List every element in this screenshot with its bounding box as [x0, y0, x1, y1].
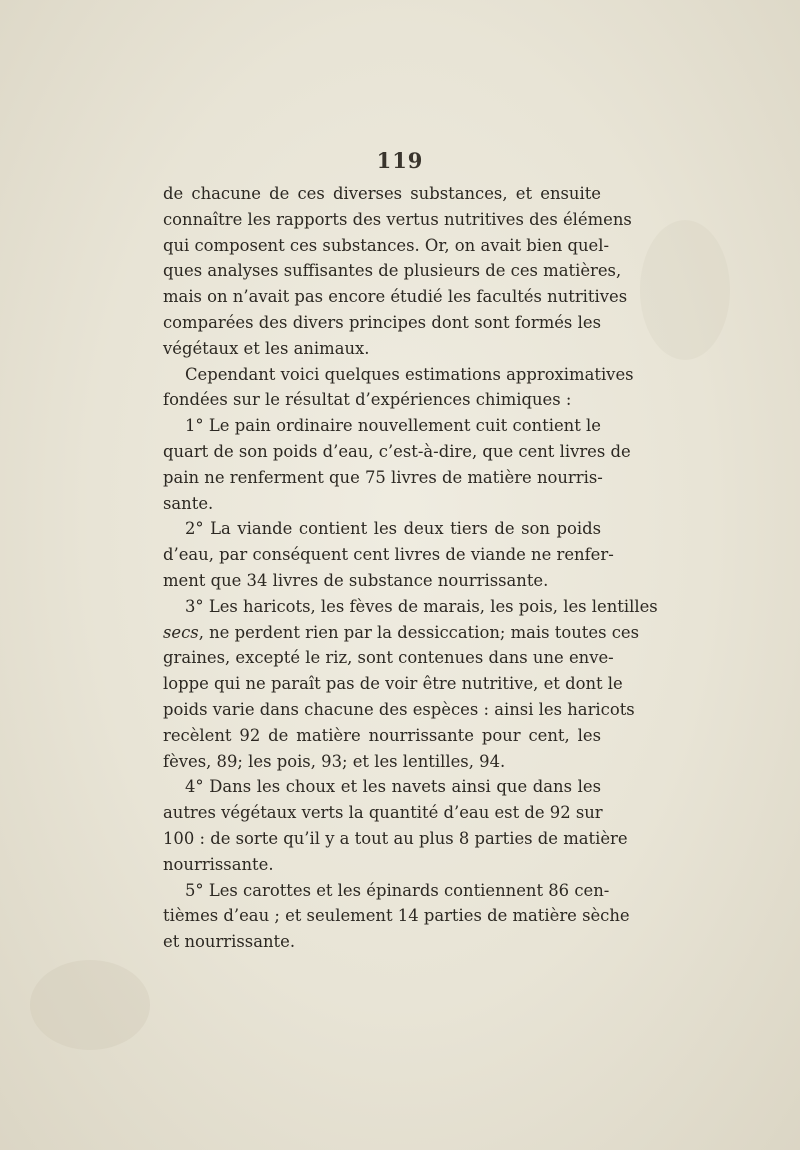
text-line: ques analyses suffisantes de plusieurs de ces matières, [163, 261, 622, 281]
text-line: sante. [163, 493, 214, 513]
text-line: quart de son poids d’eau, c’est-à-dire, que cent livres de [163, 441, 631, 461]
text-line: nourrissante. [163, 854, 274, 874]
text-line: 1° Le pain ordinaire nouvellement cuit contient le [185, 416, 601, 436]
text-line: mais on n’avait pas encore étudié les facultés nutritives [163, 287, 628, 307]
text-line: poids varie dans chacune des espèces : ainsi les haricots [163, 699, 635, 719]
text-line: Cependant voici quelques estimations approximatives [185, 364, 634, 384]
text-line: connaître les rapports des vertus nutritives des élémens [163, 209, 632, 229]
body-text [163, 181, 658, 955]
text-line: pain ne renferment que 75 livres de matière nourris- [163, 467, 603, 487]
page-number: 119 [376, 148, 424, 173]
text-line: d’eau, par conséquent cent livres de viande ne renfer- [163, 545, 614, 565]
text-line: qui composent ces substances. Or, on avait bien quel- [163, 235, 610, 255]
paper-stain [30, 960, 150, 1050]
text-line: végétaux et les animaux. [163, 338, 370, 358]
text-line: 2° La viande contient les deux tiers de son poids [185, 519, 601, 539]
text-line: graines, excepté le riz, sont contenues dans une enve- [163, 648, 614, 668]
text-line: autres végétaux verts la quantité d’eau est de 92 sur [163, 803, 603, 823]
text-line: et nourrissante. [163, 932, 296, 952]
text-line: ment que 34 livres de substance nourrissante. [163, 570, 549, 590]
text-line: de chacune de ces diverses substances, et ensuite [163, 184, 601, 203]
text-line: 3° Les haricots, les fèves de marais, les pois, les lentilles [185, 596, 658, 616]
paper-stain [640, 220, 730, 360]
text-line: secs, ne perdent rien par la dessiccation; mais toutes ces [163, 622, 640, 642]
text-line: tièmes d’eau ; et seulement 14 parties de matière sèche [163, 906, 630, 926]
text-line: 100 : de sorte qu’il y a tout au plus 8 parties de matière [163, 828, 628, 848]
text-line: recèlent 92 de matière nourrissante pour cent, les [163, 725, 601, 745]
text-line: comparées des divers principes dont sont formés les [163, 312, 601, 332]
text-line: fèves, 89; les pois, 93; et les lentilles, 94. [163, 751, 506, 771]
text-line: loppe qui ne paraît pas de voir être nutritive, et dont le [163, 674, 623, 694]
text-line: fondées sur le résultat d’expériences chimiques : [163, 390, 572, 410]
text-line: 5° Les carottes et les épinards contiennent 86 cen- [185, 880, 610, 900]
text-line: 4° Dans les choux et les navets ainsi que dans les [185, 777, 601, 797]
